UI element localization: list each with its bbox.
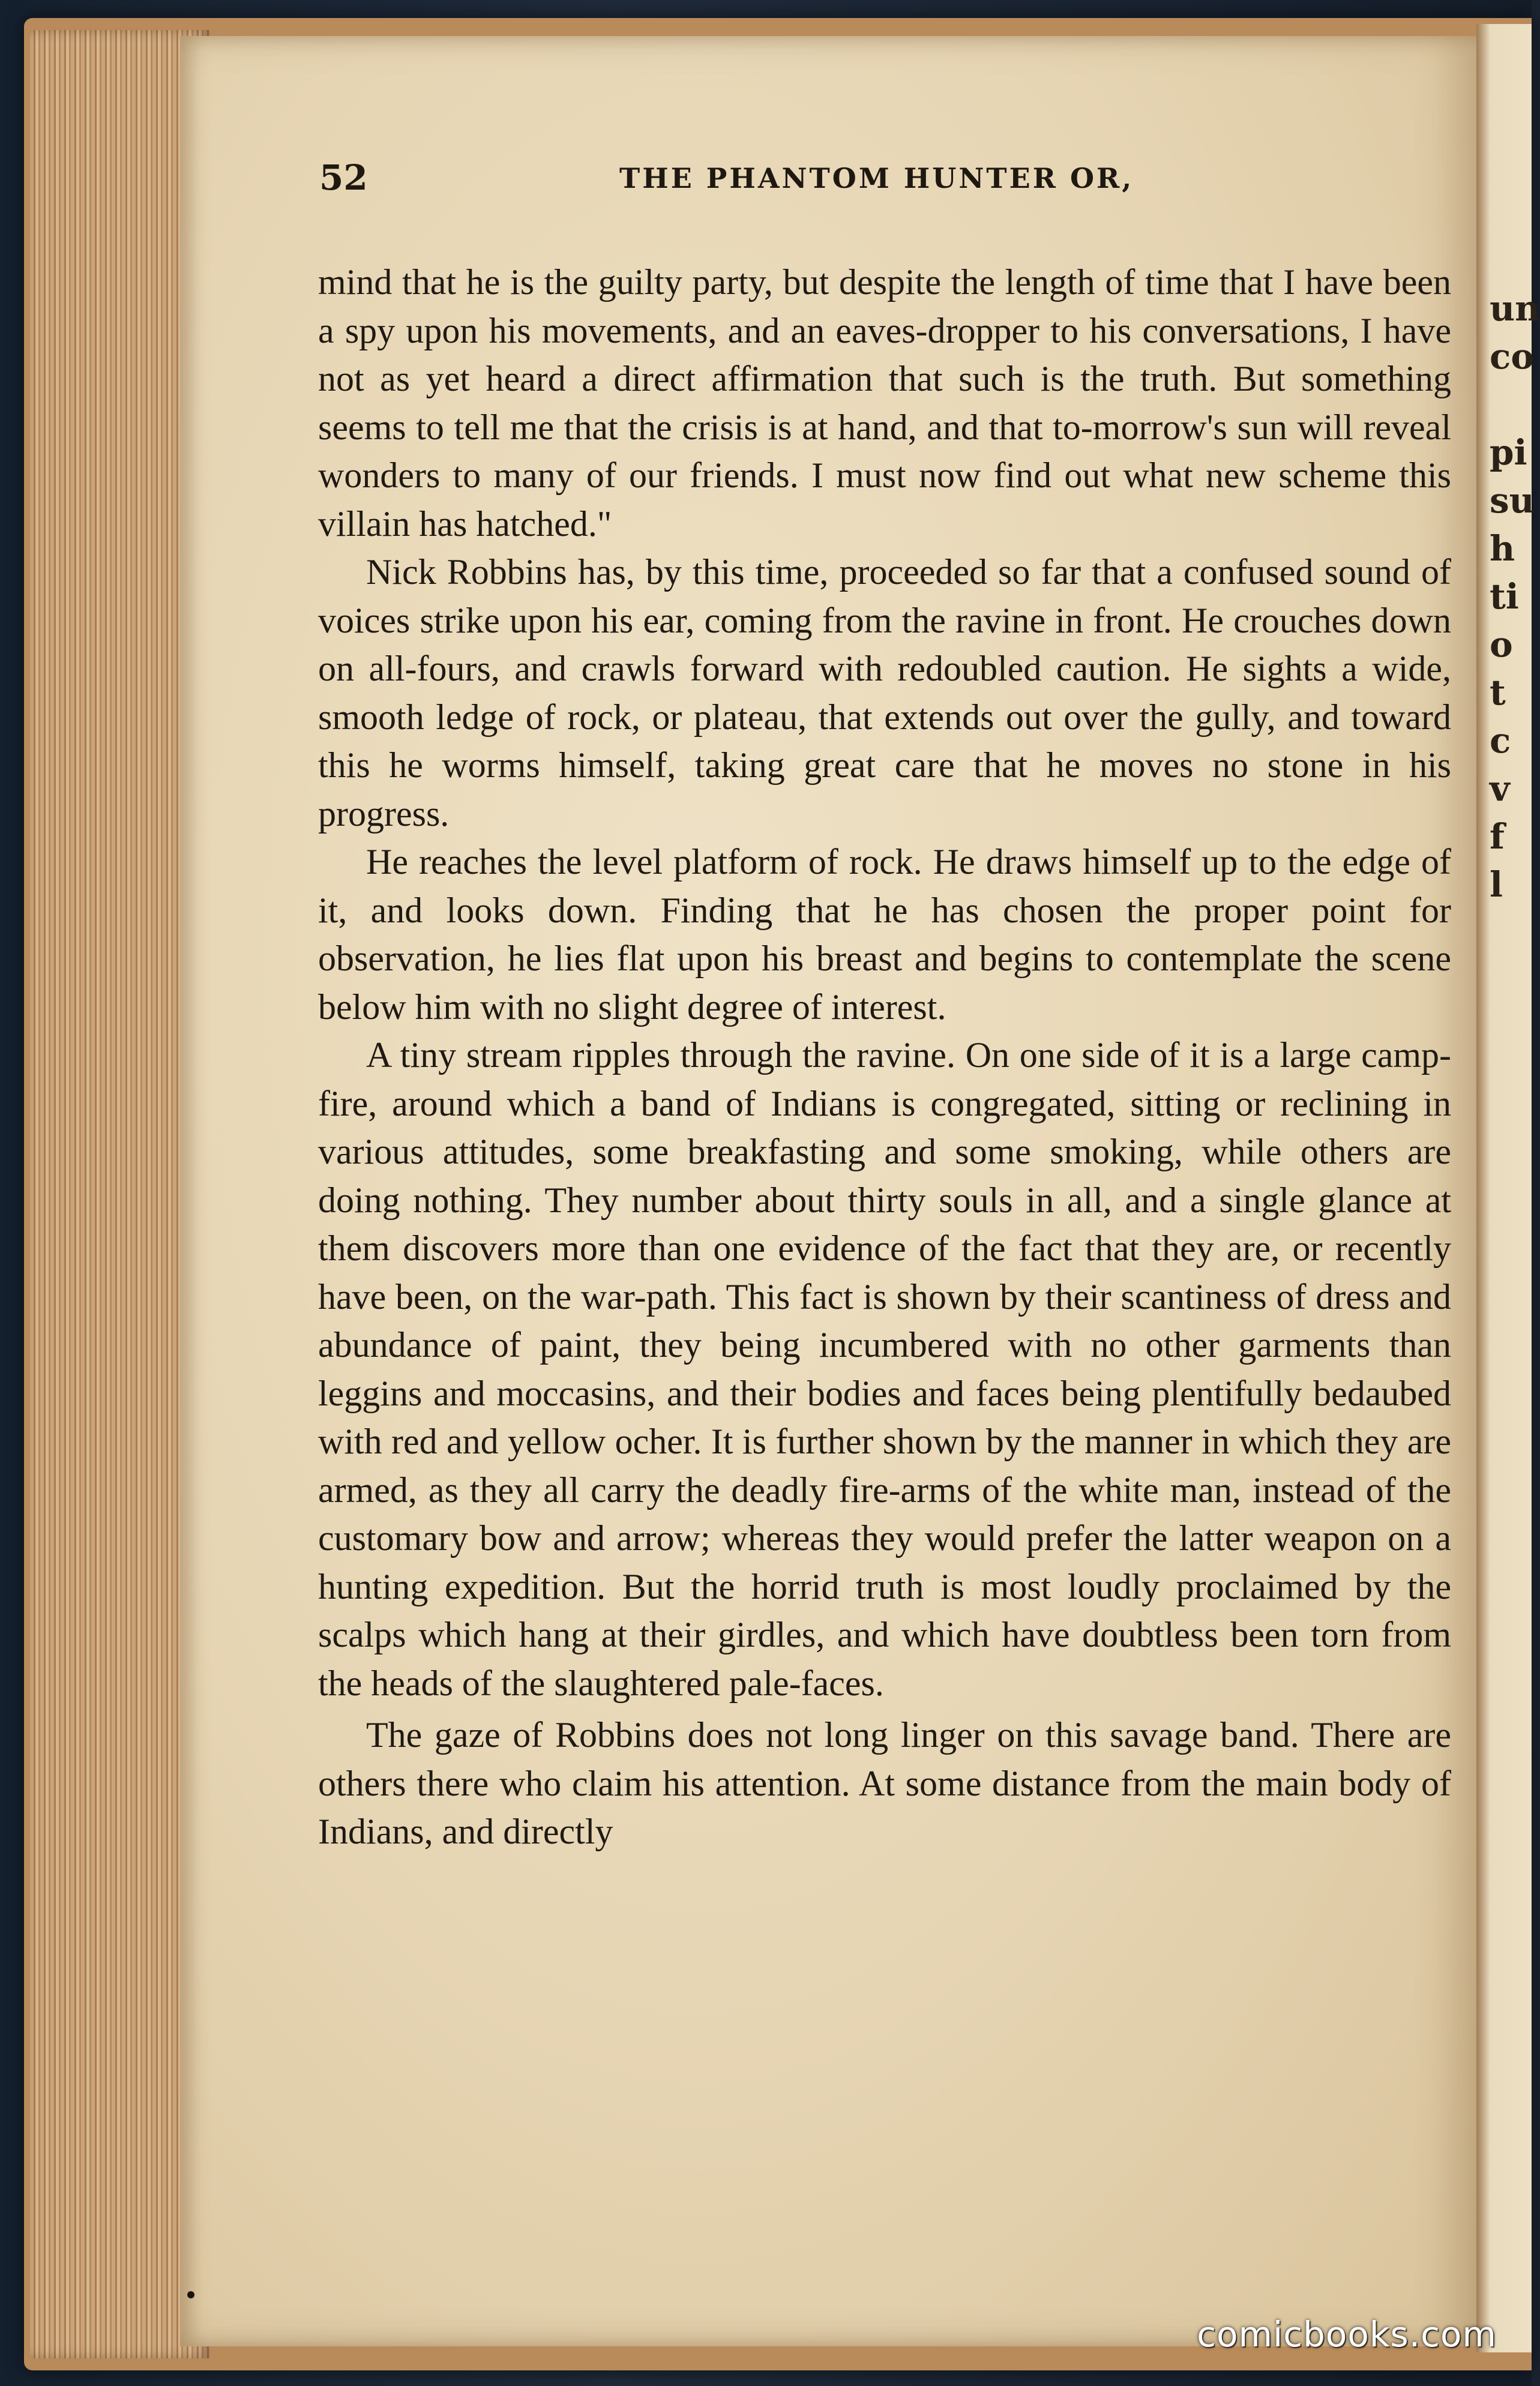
- facing-text-fragment: h: [1490, 528, 1515, 569]
- paragraph: Nick Robbins has, by this time, proceeded so far that a confused sound of voices strike upon his ear, coming from the ravine in front. He crouches down on all-fours, and crawls forward with redoubled caution. He sights a wide, smooth ledge of rock, or plateau, that extends out over the gully, and toward this he worms himself, taking great care that he moves no stone in his progress.: [318, 552, 1451, 834]
- facing-text-fragment: pi: [1490, 432, 1527, 473]
- paragraph: The gaze of Robbins does not long linger on this savage band. There are others there who claim his attention. At some distance from the main body of Indians, and directly: [318, 1715, 1451, 1851]
- facing-text-fragment: v: [1490, 768, 1510, 809]
- watermark: comicbooks.com: [1197, 2314, 1497, 2355]
- paragraph: mind that he is the guilty party, but despite the length of time that I have been a spy upon his movements, and an eaves-dropper to his conversations, I have not as yet heard a direct affirmation that such is the truth. But something seems to tell me that the crisis is at hand, and that to-morrow's sun will reveal wonders to many of our friends. I must now find out what new scheme this villain has hatched.": [318, 262, 1451, 544]
- paragraph: He reaches the level platform of rock. He draws himself up to the edge of it, and looks down. Finding that he has chosen the proper point for observation, he lies flat upon his breast and begins to contemplate the scene below him with no slight degree of interest.: [318, 842, 1451, 1027]
- facing-text-fragment: t: [1490, 672, 1506, 713]
- facing-text-fragment: o: [1490, 624, 1513, 665]
- facing-text-fragment: co: [1490, 336, 1535, 377]
- facing-page-fragment: [1476, 24, 1540, 2352]
- facing-text-fragment: su: [1490, 480, 1535, 521]
- running-title: THE PHANTOM HUNTER OR,: [619, 162, 1134, 194]
- facing-text-fragment: un: [1490, 288, 1540, 329]
- page-number: 52: [319, 157, 368, 198]
- page-header: [319, 157, 1460, 205]
- facing-text-fragment: l: [1490, 864, 1503, 905]
- ink-speck: [187, 2291, 194, 2298]
- paragraph: A tiny stream ripples through the ravine. On one side of it is a large camp-fire, around which a band of Indians is congregated, sitting or reclining in various attitudes, some breakfasting and some smoking, while others are doing nothing. They number about thirty souls in all, and a single glance at them discovers more than one evidence of the fact that they are, or recently have been, on the war-path. This fact is shown by their scantiness of dress and abundance of paint, they being incumbered with no other garments than leggins and moccasins, and their bodies and faces being plentifully bedaubed with red and yellow ocher. It is further shown by the manner in which they are armed, as they all carry the deadly fire-arms of the white man, instead of the customary bow and arrow; whereas they would prefer the latter weapon on a hunting expedition. But the horrid truth is most loudly proclaimed by the scalps which hang at their girdles, and which have doubtless been torn from the heads of the slaughtered pale-faces.: [318, 1035, 1451, 1703]
- facing-text-fragment: f: [1490, 816, 1505, 857]
- facing-text-fragment: ti: [1490, 576, 1519, 617]
- body-text: [318, 258, 1451, 1856]
- facing-text-fragment: c: [1490, 720, 1511, 761]
